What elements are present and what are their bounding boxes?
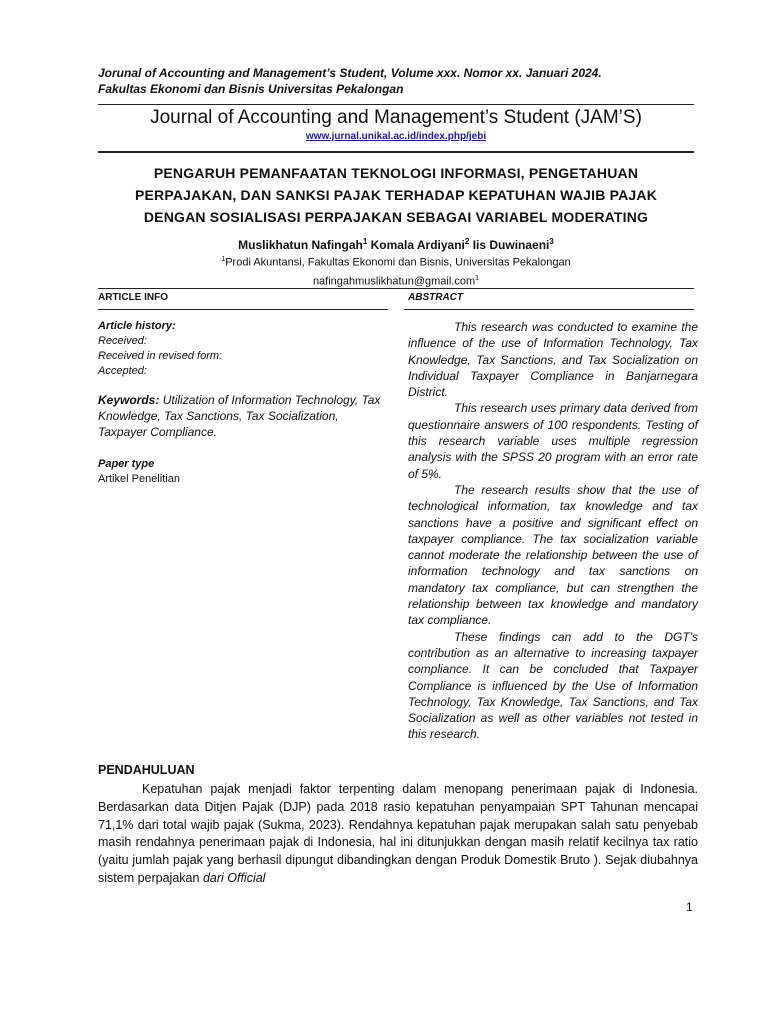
running-header-line2: Fakultas Ekonomi dan Bisnis Universitas Pekalongan [98,82,404,96]
info-rule-top [98,288,694,289]
author-name: Komala Ardiyani [370,238,465,252]
author-name: Muslikhatun Nafingah [238,238,363,252]
journal-url-link[interactable]: www.jurnal.unikal.ac.id/index.php/jebi [305,131,487,142]
running-header [98,65,698,97]
body-paragraph [98,781,698,888]
history-label: Article history: [98,320,176,332]
abstract-paragraph: This research was conducted to examine the influence of the use of Information Technology, Tax Knowledge, Tax Sanctions, and Tax Socialization on Individual Taxpayer Compliance in Banjarnegara District. [408,320,698,400]
section-heading: PENDAHULUAN [98,763,195,777]
keywords-label: Keywords: [98,393,160,407]
paper-title-line: PERPAJAKAN, DAN SANKSI PAJAK TERHADAP KEPATUHAN WAJIB PAJAK [134,187,658,203]
body-paragraph-italic: dari Official [202,870,266,885]
author-list [98,234,694,253]
header-rule-bottom [98,151,694,153]
revised-label: Received in revised form: [98,350,223,362]
abstract-rule [404,309,694,310]
received-label: Received: [98,335,147,347]
affiliation-text: Prodi Akuntansi, Fakultas Ekonomi dan Bisnis, Universitas Pekalongan [225,256,571,269]
keywords-block [98,392,388,440]
paper-type-label: Paper type [98,458,155,470]
article-history [98,319,388,379]
journal-title: Journal of Accounting and Management’s Student (JAM’S) [150,107,642,128]
accepted-label: Accepted: [98,365,147,377]
running-header-line1: Jorunal of Accounting and Management’s Student, Volume xxx. Nomor xx. Januari 2024. [98,66,602,80]
article-info-heading: ARTICLE INFO [98,292,168,303]
author-sup: 1 [362,237,368,246]
abstract-heading: ABSTRACT [408,292,463,303]
affiliation-sup: 1 [221,256,226,263]
author-sup: 3 [549,237,554,246]
author-name: Iis Duwinaeni [472,238,550,252]
affiliation-block [98,252,694,289]
paper-type-block [98,457,388,487]
paper-title-line: DENGAN SOSIALISASI PERPAJAKAN SEBAGAI VARIABEL MODERATING [143,209,649,225]
abstract-paragraph: These findings can add to the DGT's contribution as an alternative to increasing taxpayer compliance. It can be concluded that Taxpayer Compliance is influenced by the Use of Information Technology, Tax Knowledge, Tax Sanctions, and Tax Socialization as well as other variables not tested in this research. [408,629,698,742]
paper-type-value: Artikel Penelitian [98,473,180,485]
keywords-text: Utilization of Information Technology, Tax Knowledge, Tax Sanctions, Tax Socialization, Taxpayer Compliance. [98,393,381,439]
page-number: 1 [686,900,693,914]
article-info-rule [98,309,388,310]
abstract-body [408,319,698,743]
author-email: nafingahmuslikhatun@gmail.com [312,275,476,288]
section-body [98,781,698,888]
body-paragraph-text: Kepatuhan pajak menjadi faktor terpenting dalam menopang penerimaan pajak di Indonesia. Berdasarkan data Ditjen Pajak (DJP) pada 2018 rasio kepatuhan penyampaian SPT Tahunan mencapai 71,1% dari total wajib pajak (Sukma, 2023). Rendahnya kepatuhan pajak merupakan salah satu penyebab masih rendahnya penerimaan pajak di Indonesia, hal ini ditunjukkan dengan masih relatif kecilnya tax ratio (yaitu jumlah pajak yang berhasil dipungut dibandingkan dengan Produk Domestik Bruto ). Sejak diubahnya sistem perpajakan [98,782,698,885]
abstract-paragraph: The research results show that the use of technological information, tax knowledge and tax sanctions have a positive and significant effect on taxpayer compliance. The tax socialization variable cannot moderate the relationship between the use of information technology and tax sanctions on mandatory tax compliance, but can strengthen the relationship between tax knowledge and mandatory tax compliance. [408,482,698,628]
author-sup: 2 [464,237,470,246]
header-rule-top [98,104,694,105]
email-sup: 1 [475,274,480,282]
abstract-paragraph: This research uses primary data derived from questionnaire answers of 100 respondents. Testing of this research variable uses multiple regression analysis with the SPSS 20 program with an error rate of 5%. [408,401,698,481]
paper-title-line: PENGARUH PEMANFAATAN TEKNOLOGI INFORMASI, PENGETAHUAN [153,165,639,181]
paper-title [108,162,684,228]
